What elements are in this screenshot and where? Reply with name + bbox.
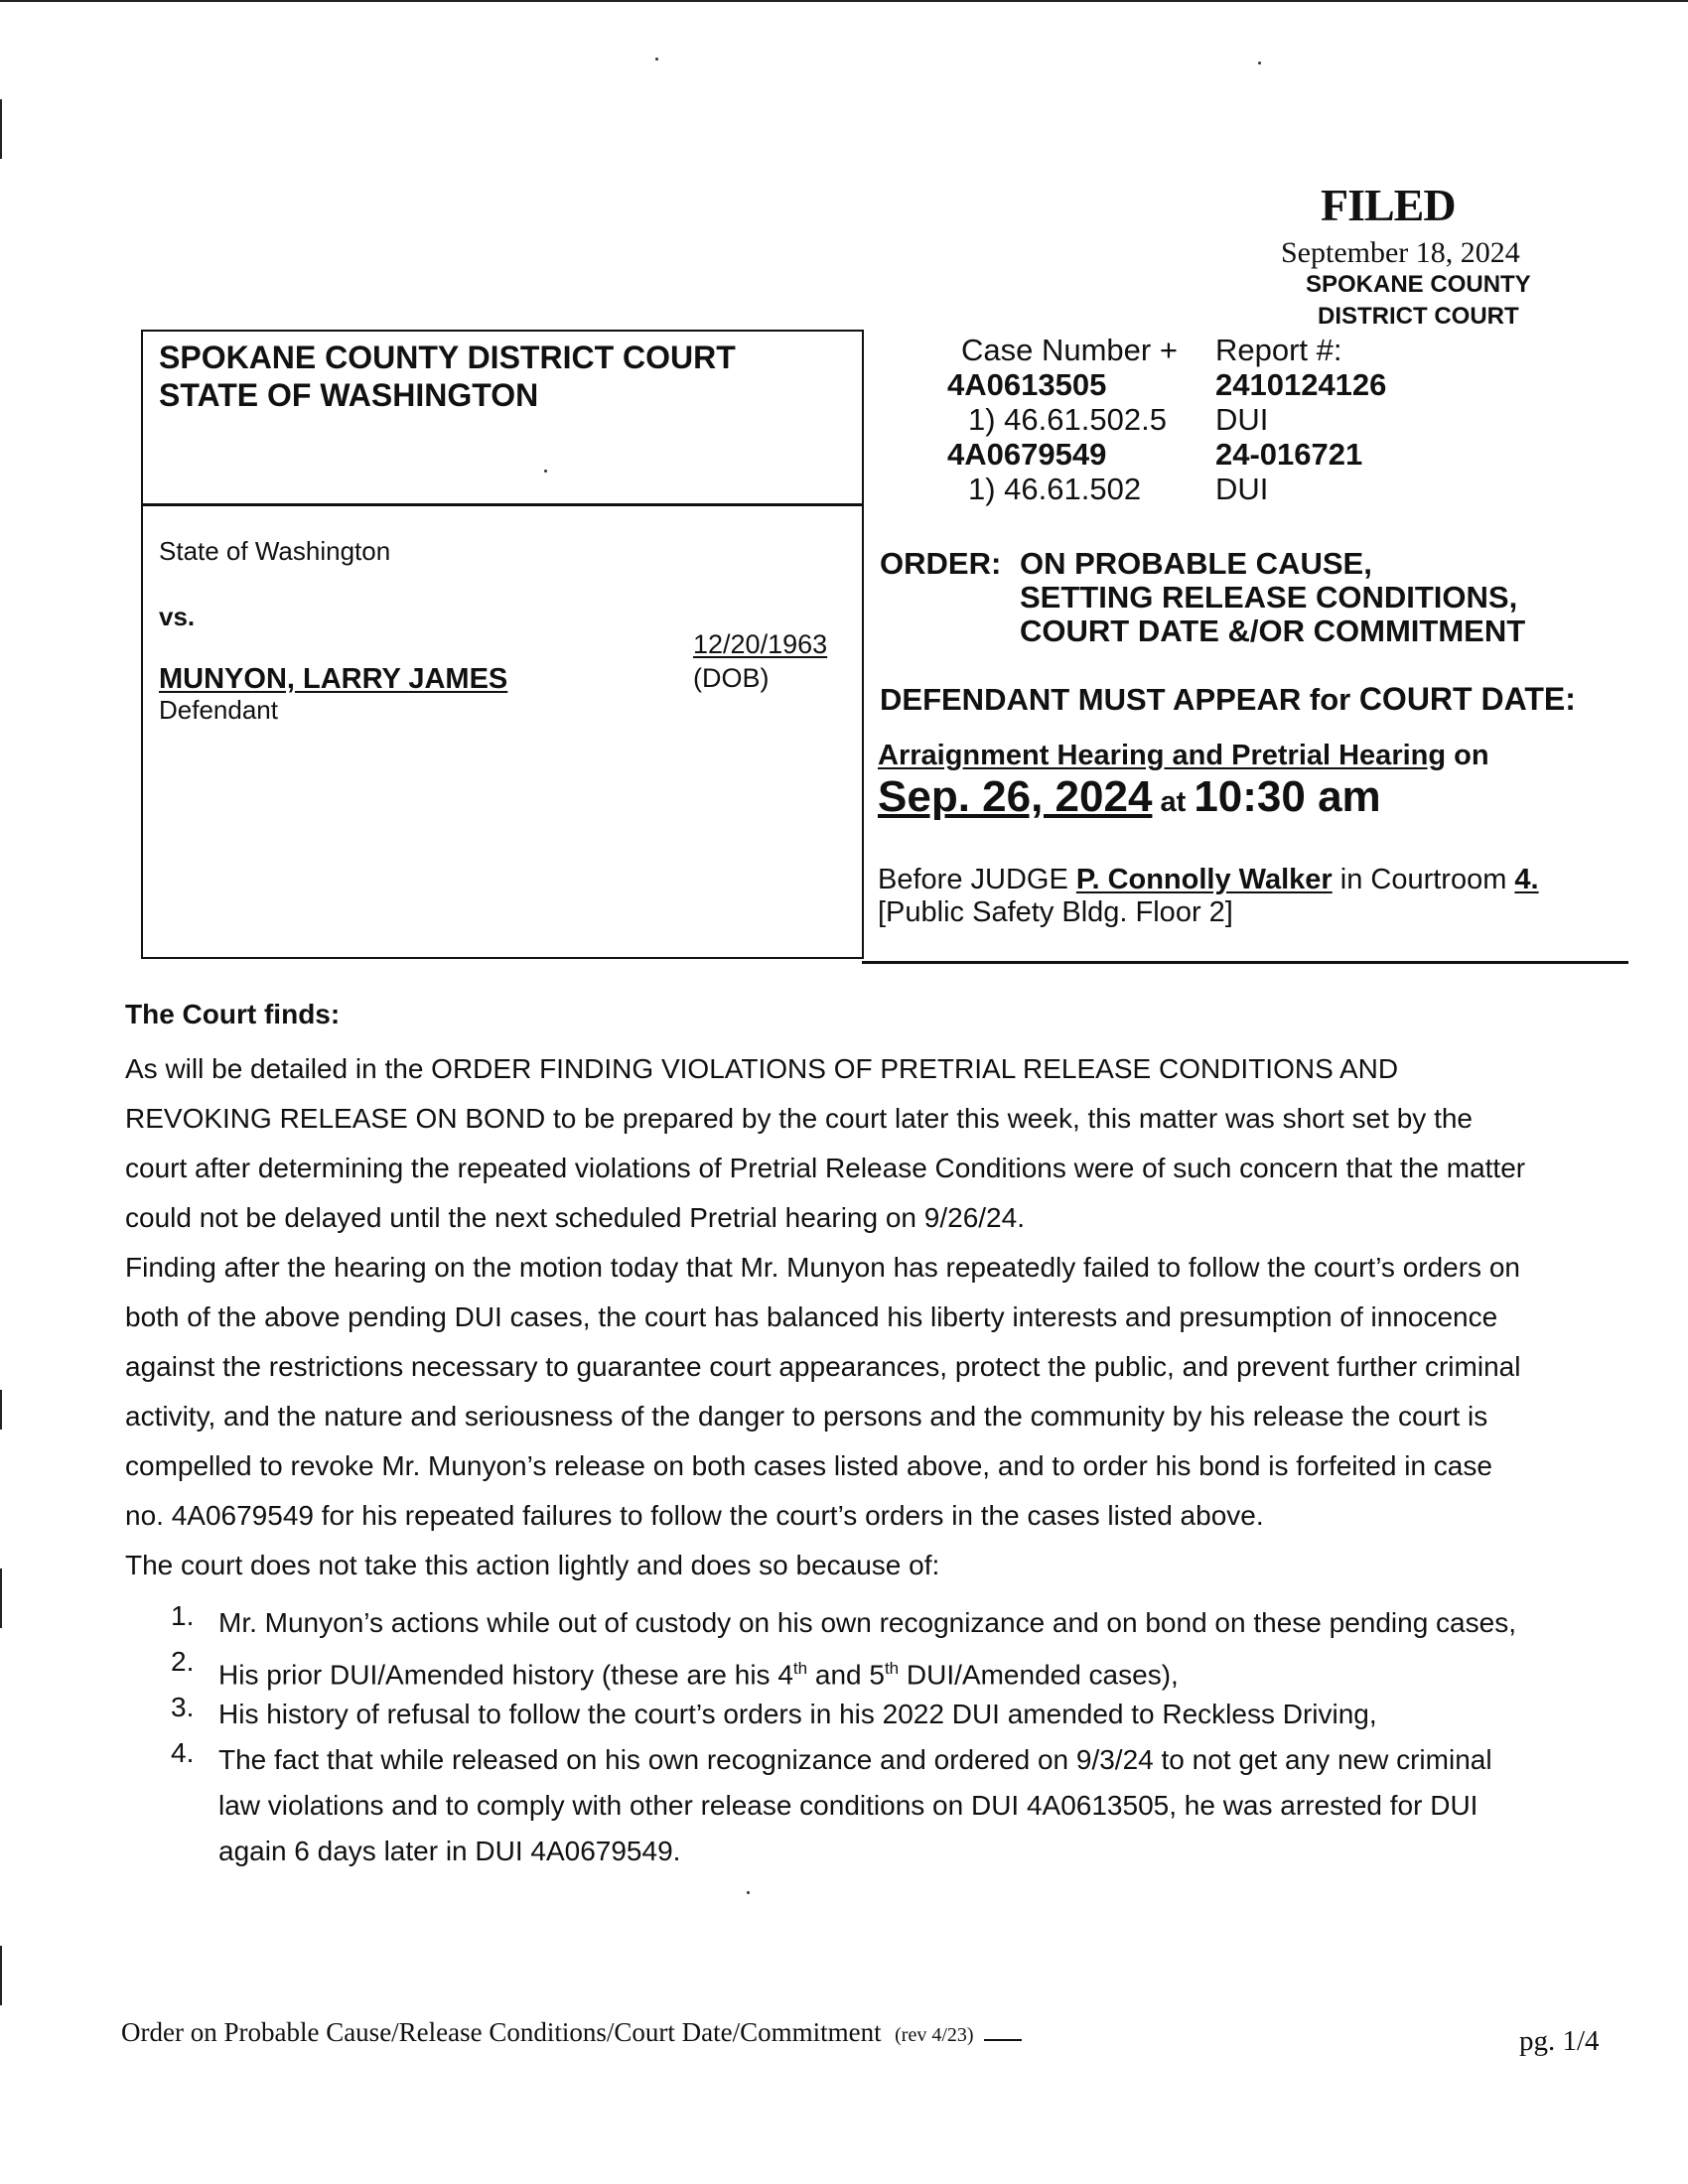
- report-number: 2410124126: [1215, 367, 1387, 402]
- footer-form-title: [121, 2017, 1022, 2048]
- hearing-on: on: [1446, 740, 1489, 771]
- case-number: 4A0613505: [947, 367, 1107, 402]
- list-number: 3.: [171, 1692, 195, 1722]
- form-title: Order on Probable Cause/Release Conditions/Court Date/Commitment: [121, 2017, 882, 2047]
- hearing-at: at: [1152, 786, 1195, 818]
- list-item-text: His prior DUI/Amended history (these are his 4: [218, 1659, 793, 1691]
- list-number: 4.: [171, 1737, 195, 1768]
- list-item-line: again 6 days later in DUI 4A0679549.: [218, 1836, 681, 1866]
- list-number: 1.: [171, 1600, 195, 1631]
- scan-left-edge: [0, 1569, 2, 1628]
- paragraph-line: court after determining the repeated violations of Pretrial Release Conditions were of such concern that the matter: [125, 1153, 1526, 1183]
- list-item: [218, 1646, 1179, 1698]
- paragraph-line: both of the above pending DUI cases, the court has balanced his liberty interests and presumption of innocence: [125, 1301, 1498, 1332]
- must-appear-notice: [880, 681, 1576, 718]
- scan-left-edge: [0, 1390, 2, 1430]
- hearing-location: [Public Safety Bldg. Floor 2]: [878, 896, 1233, 928]
- list-item-line: law violations and to comply with other release conditions on DUI 4A0613505, he was arrested for DUI: [218, 1790, 1478, 1821]
- filed-stamp-date: September 18, 2024: [1281, 236, 1520, 269]
- report-number: 24-016721: [1215, 437, 1363, 472]
- must-appear-text: DEFENDANT MUST APPEAR for: [880, 682, 1359, 717]
- paragraph-line: Finding after the hearing on the motion today that Mr. Munyon has repeatedly failed to follow the court’s orders on: [125, 1252, 1520, 1283]
- paragraph-line: compelled to revoke Mr. Munyon’s release on both cases listed above, and to order his bond is forfeited in case: [125, 1450, 1492, 1481]
- paragraph-line: against the restrictions necessary to guarantee court appearances, protect the public, and prevent further criminal: [125, 1351, 1521, 1382]
- judge-prefix: Before JUDGE: [878, 864, 1076, 895]
- scan-left-edge: [0, 99, 2, 159]
- paragraph-line: REVOKING RELEASE ON BOND to be prepared by the court later this week, this matter was short set by the: [125, 1103, 1474, 1134]
- list-item-text: DUI/Amended cases),: [899, 1659, 1179, 1691]
- list-number: 2.: [171, 1646, 195, 1677]
- ordinal-suffix: th: [884, 1659, 900, 1678]
- courtroom-prefix: in Courtroom: [1332, 864, 1515, 895]
- hearing-date: Sep. 26, 2024: [878, 772, 1153, 821]
- paragraph-line: activity, and the nature and seriousness of the danger to persons and the community by his release the court is: [125, 1401, 1488, 1432]
- hearing-time: 10:30 am: [1194, 772, 1381, 821]
- filed-stamp-title: FILED: [1321, 180, 1456, 230]
- order-title-line: SETTING RELEASE CONDITIONS,: [1020, 580, 1518, 614]
- versus-label: vs.: [159, 602, 196, 631]
- hearing-datetime: [878, 772, 1381, 822]
- courtroom-number: 4.: [1514, 864, 1539, 895]
- header-rule: [862, 961, 1628, 964]
- paragraph-line: could not be delayed until the next scheduled Pretrial hearing on 9/26/24.: [125, 1202, 1025, 1233]
- case-number-label: Case Number +: [961, 333, 1178, 367]
- court-name: SPOKANE COUNTY DISTRICT COURT: [159, 340, 736, 375]
- paragraph-line: As will be detailed in the ORDER FINDING VIOLATIONS OF PRETRIAL RELEASE CONDITIONS AND: [125, 1053, 1399, 1084]
- case-statute: 1) 46.61.502.5: [968, 402, 1167, 437]
- case-number: 4A0679549: [947, 437, 1107, 472]
- scan-speck: [747, 1891, 750, 1894]
- hearing-type-line: [878, 740, 1489, 772]
- caption-divider: [141, 503, 864, 506]
- ordinal-suffix: th: [792, 1659, 808, 1678]
- paragraph-line: no. 4A0679549 for his repeated failures to follow the court’s orders in the cases listed above.: [125, 1500, 1264, 1531]
- page-number: pg. 1/4: [1519, 2025, 1600, 2057]
- list-item: Mr. Munyon’s actions while out of custody on his own recognizance and on bond on these pending cases,: [218, 1607, 1516, 1638]
- dob-label: (DOB): [693, 663, 770, 693]
- list-item-line: The fact that while released on his own recognizance and ordered on 9/3/24 to not get any new criminal: [218, 1744, 1492, 1775]
- order-title-line: COURT DATE &/OR COMMITMENT: [1020, 614, 1526, 648]
- filed-stamp-county: SPOKANE COUNTY: [1306, 271, 1531, 298]
- scan-left-edge: [0, 1946, 2, 2005]
- list-item: [218, 1737, 1492, 1874]
- case-charge: DUI: [1215, 402, 1269, 437]
- order-title-line: ON PROBABLE CAUSE,: [1020, 546, 1372, 581]
- plaintiff-name: State of Washington: [159, 536, 391, 566]
- report-number-label: Report #:: [1215, 333, 1342, 367]
- order-label: ORDER:: [880, 546, 1002, 581]
- form-revision: (rev 4/23): [895, 2024, 974, 2046]
- case-statute: 1) 46.61.502: [968, 472, 1142, 506]
- case-charge: DUI: [1215, 472, 1269, 506]
- filed-stamp-court: DISTRICT COURT: [1318, 303, 1519, 330]
- findings-paragraph: [125, 1044, 1615, 1590]
- court-state: STATE OF WASHINGTON: [159, 377, 539, 413]
- defendant-dob: 12/20/1963: [693, 629, 828, 659]
- defendant-label: Defendant: [159, 695, 278, 725]
- initials-blank: [984, 2019, 1022, 2041]
- judge-name: P. Connolly Walker: [1075, 864, 1333, 895]
- paragraph-line: The court does not take this action lightly and does so because of:: [125, 1550, 940, 1580]
- hearing-type: Arraignment Hearing and Pretrial Hearing: [878, 740, 1447, 771]
- scan-speck: [1258, 62, 1261, 65]
- defendant-name: MUNYON, LARRY JAMES: [159, 663, 508, 695]
- scan-speck: [655, 58, 658, 61]
- findings-heading: The Court finds:: [125, 999, 341, 1029]
- list-item-text: and 5: [807, 1659, 885, 1691]
- must-appear-strong: COURT DATE:: [1358, 681, 1576, 717]
- list-item: His history of refusal to follow the court’s orders in his 2022 DUI amended to Reckless Driving,: [218, 1699, 1377, 1729]
- scan-top-edge: [0, 0, 1688, 2]
- judge-line: [878, 864, 1539, 896]
